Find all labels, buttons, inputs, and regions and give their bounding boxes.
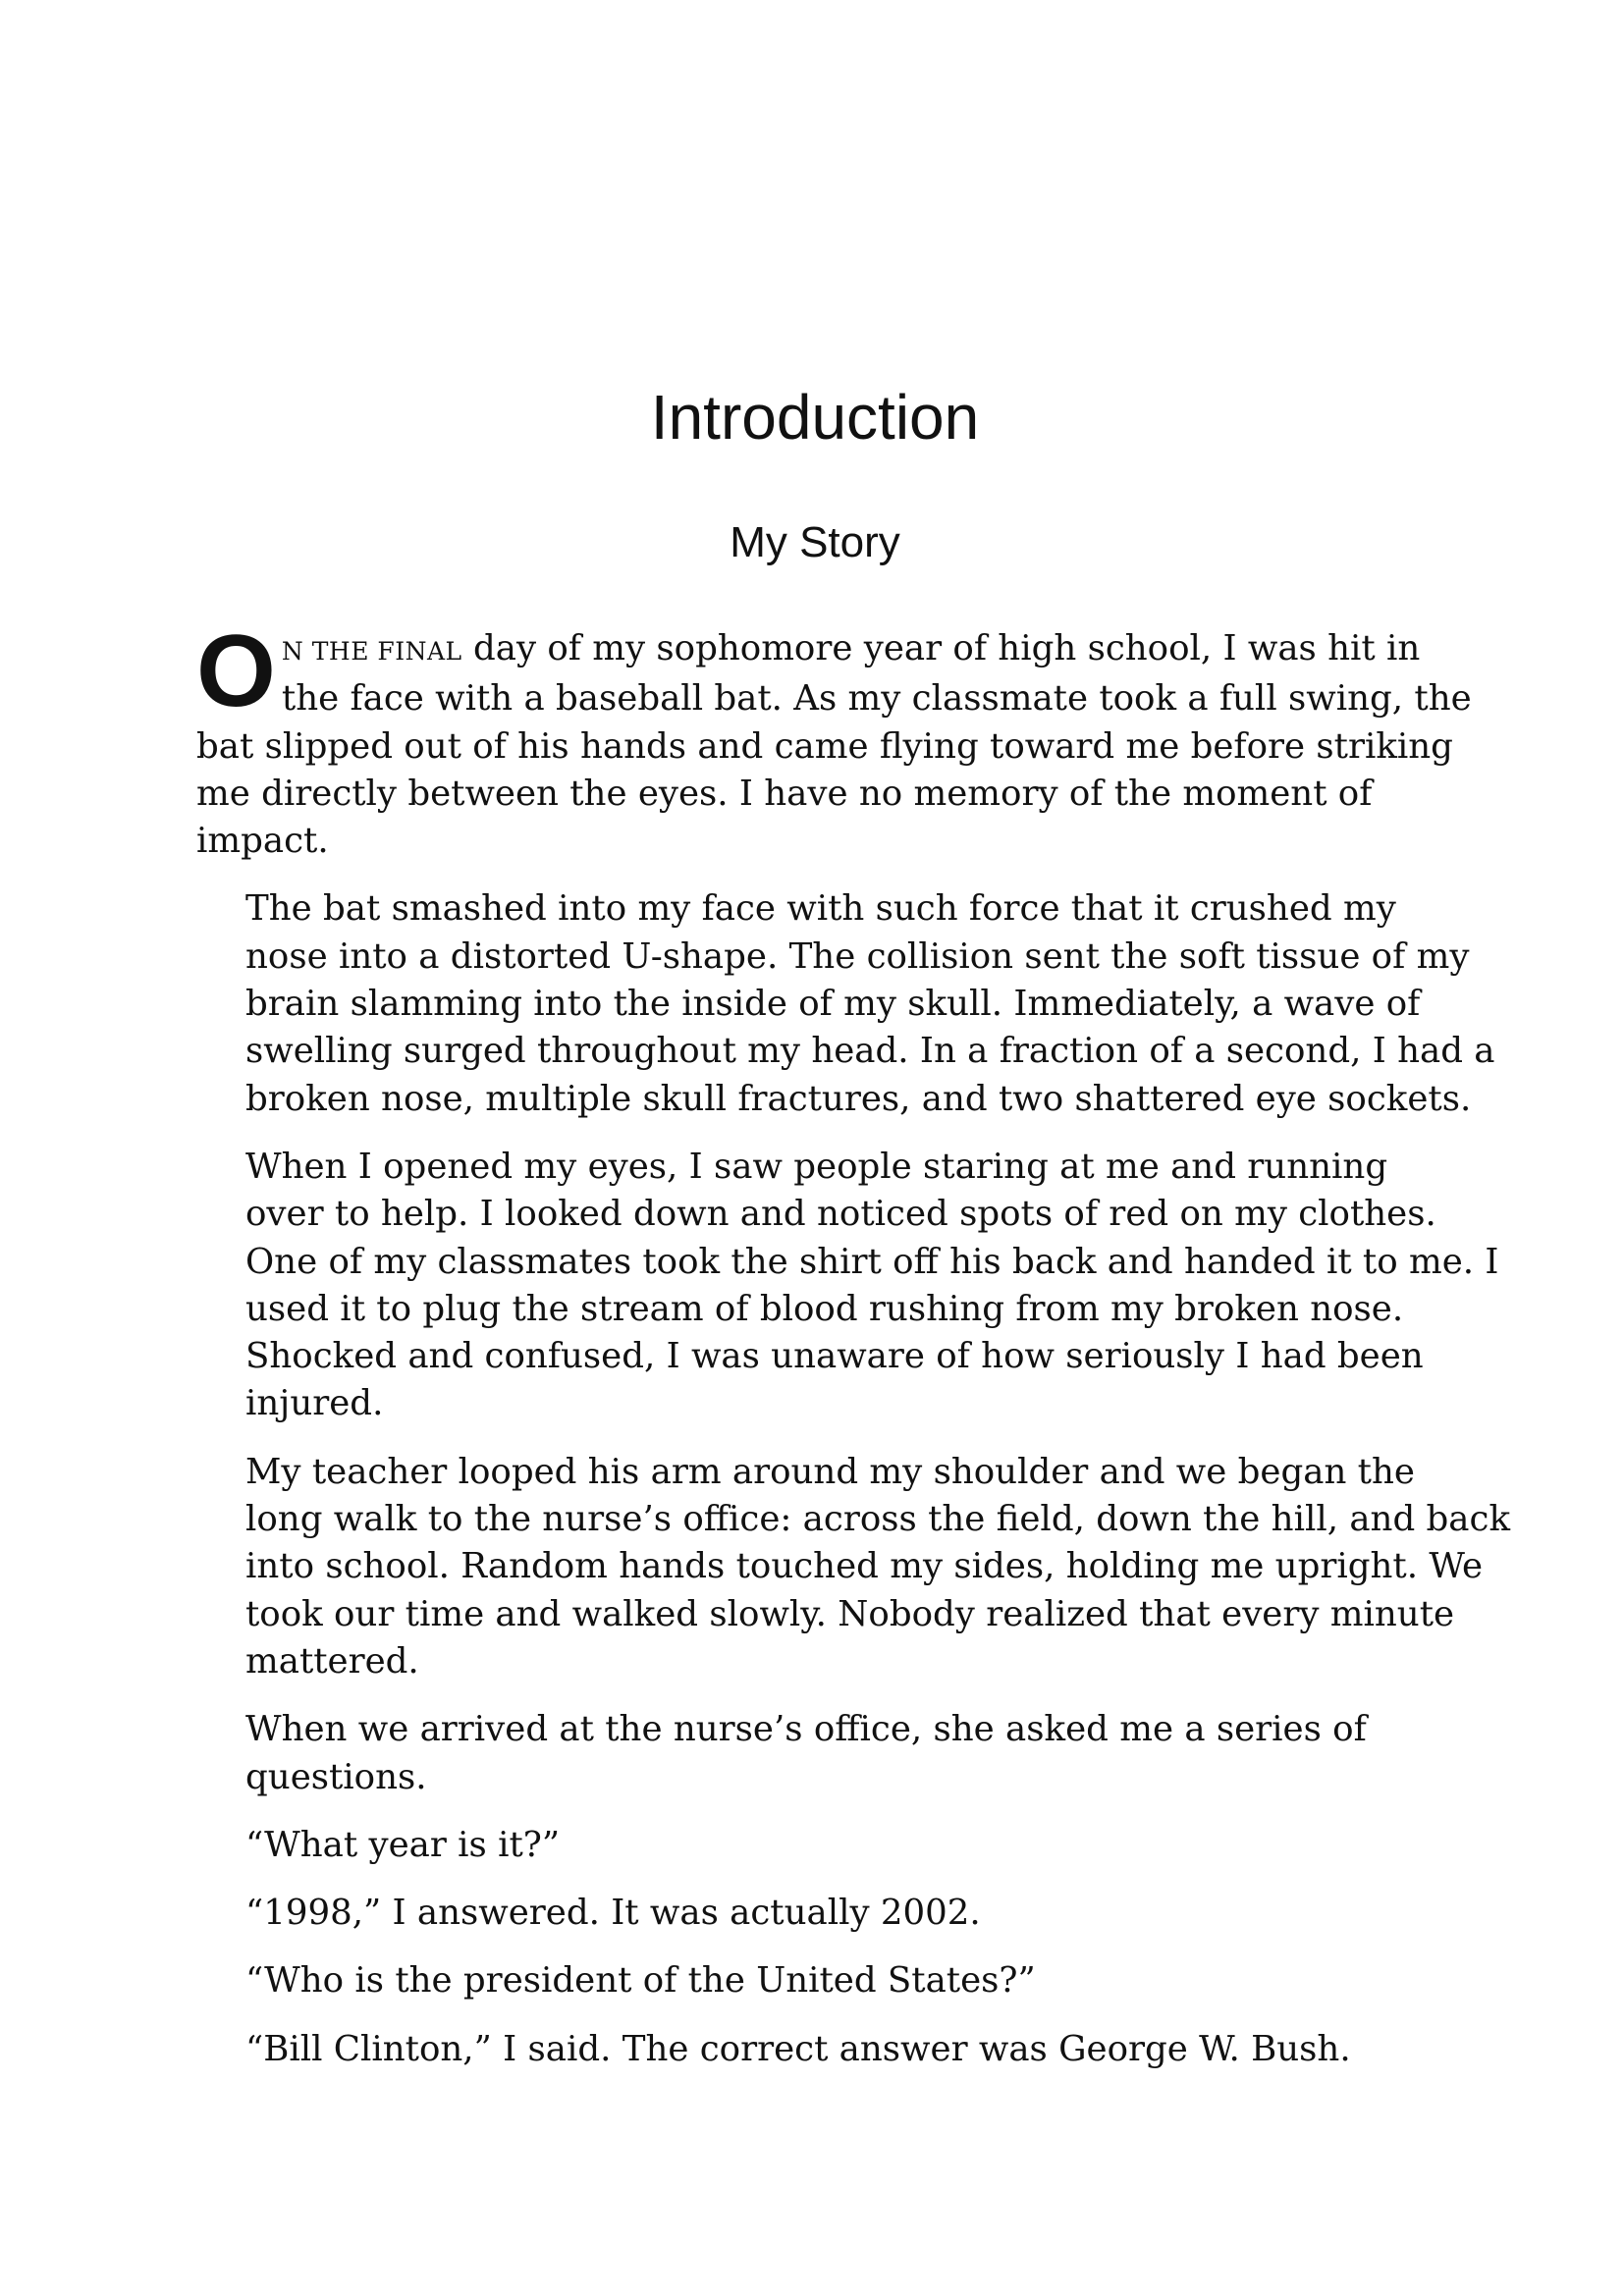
paragraph-line: One of my classmates took the shirt off his back and handed it to me. I [245, 1241, 1499, 1282]
opening-paragraph [196, 614, 1472, 865]
small-caps-lead: N THE FINAL [281, 637, 462, 666]
dialogue-line [196, 1822, 1438, 1869]
paragraph-line: into school. Random hands touched my sides, holding me upright. We [245, 1546, 1484, 1587]
dialogue-line [196, 1957, 1438, 2004]
paragraph-line: broken nose, multiple skull fractures, and two shattered eye sockets. [245, 1078, 1472, 1119]
paragraph-line: bat slipped out of his hands and came flying toward me before striking [196, 725, 1453, 767]
paragraph-line: the face with a baseball bat. As my classmate took a full swing, the [281, 678, 1472, 720]
paragraph-line: me directly between the eyes. I have no memory of the moment of [196, 773, 1373, 814]
paragraph [196, 885, 1495, 1122]
chapter-subtitle: My Story [730, 518, 900, 566]
paragraph-line: “Bill Clinton,” I said. The correct answer was George W. Bush. [245, 2028, 1351, 2069]
paragraph [196, 1706, 1438, 1801]
paragraph-line: swelling surged throughout my head. In a fraction of a second, I had a [245, 1031, 1495, 1072]
paragraph [196, 1144, 1499, 1428]
paragraph-line: impact. [196, 821, 329, 862]
paragraph-line: long walk to the nurse’s office: across the field, down the hill, and back [245, 1499, 1511, 1540]
line-text: day of my sophomore year of high school, I was hit in [461, 628, 1421, 668]
paragraph-line: “What year is it?” [245, 1824, 561, 1865]
paragraph-line: injured. [245, 1383, 384, 1424]
paragraph-line: “Who is the president of the United States?” [245, 1960, 1036, 2002]
paragraph-line: The bat smashed into my face with such force that it crushed my [245, 888, 1396, 930]
paragraph-line: over to help. I looked down and noticed spots of red on my clothes. [245, 1194, 1436, 1235]
paragraph-line: questions. [245, 1756, 427, 1797]
paragraph-line: “1998,” I answered. It was actually 2002. [245, 1893, 981, 1934]
paragraph-line: took our time and walked slowly. Nobody realized that every minute [245, 1593, 1455, 1634]
paragraph-line: mattered. [245, 1640, 419, 1682]
drop-cap: O [196, 614, 276, 728]
paragraph-line: My teacher looped his arm around my shoulder and we began the [245, 1451, 1415, 1492]
paragraph-line: When we arrived at the nurse’s office, she asked me a series of [245, 1709, 1367, 1750]
paragraph-line: When I opened my eyes, I saw people staring at me and running [245, 1146, 1388, 1187]
paragraph-line: nose into a distorted U-shape. The collision sent the soft tissue of my [245, 935, 1470, 977]
paragraph-line: brain slamming into the inside of my skull. Immediately, a wave of [245, 984, 1421, 1025]
chapter-title: Introduction [650, 382, 980, 453]
paragraph-line [196, 625, 1438, 675]
paragraph [196, 1449, 1511, 1685]
body-text [196, 614, 1511, 2094]
dialogue-line [196, 1890, 1438, 1937]
dialogue-line [196, 2026, 1438, 2073]
paragraph-line: Shocked and confused, I was unaware of how seriously I had been [245, 1336, 1424, 1377]
paragraph-line: used it to plug the stream of blood rushing from my broken nose. [245, 1288, 1404, 1329]
